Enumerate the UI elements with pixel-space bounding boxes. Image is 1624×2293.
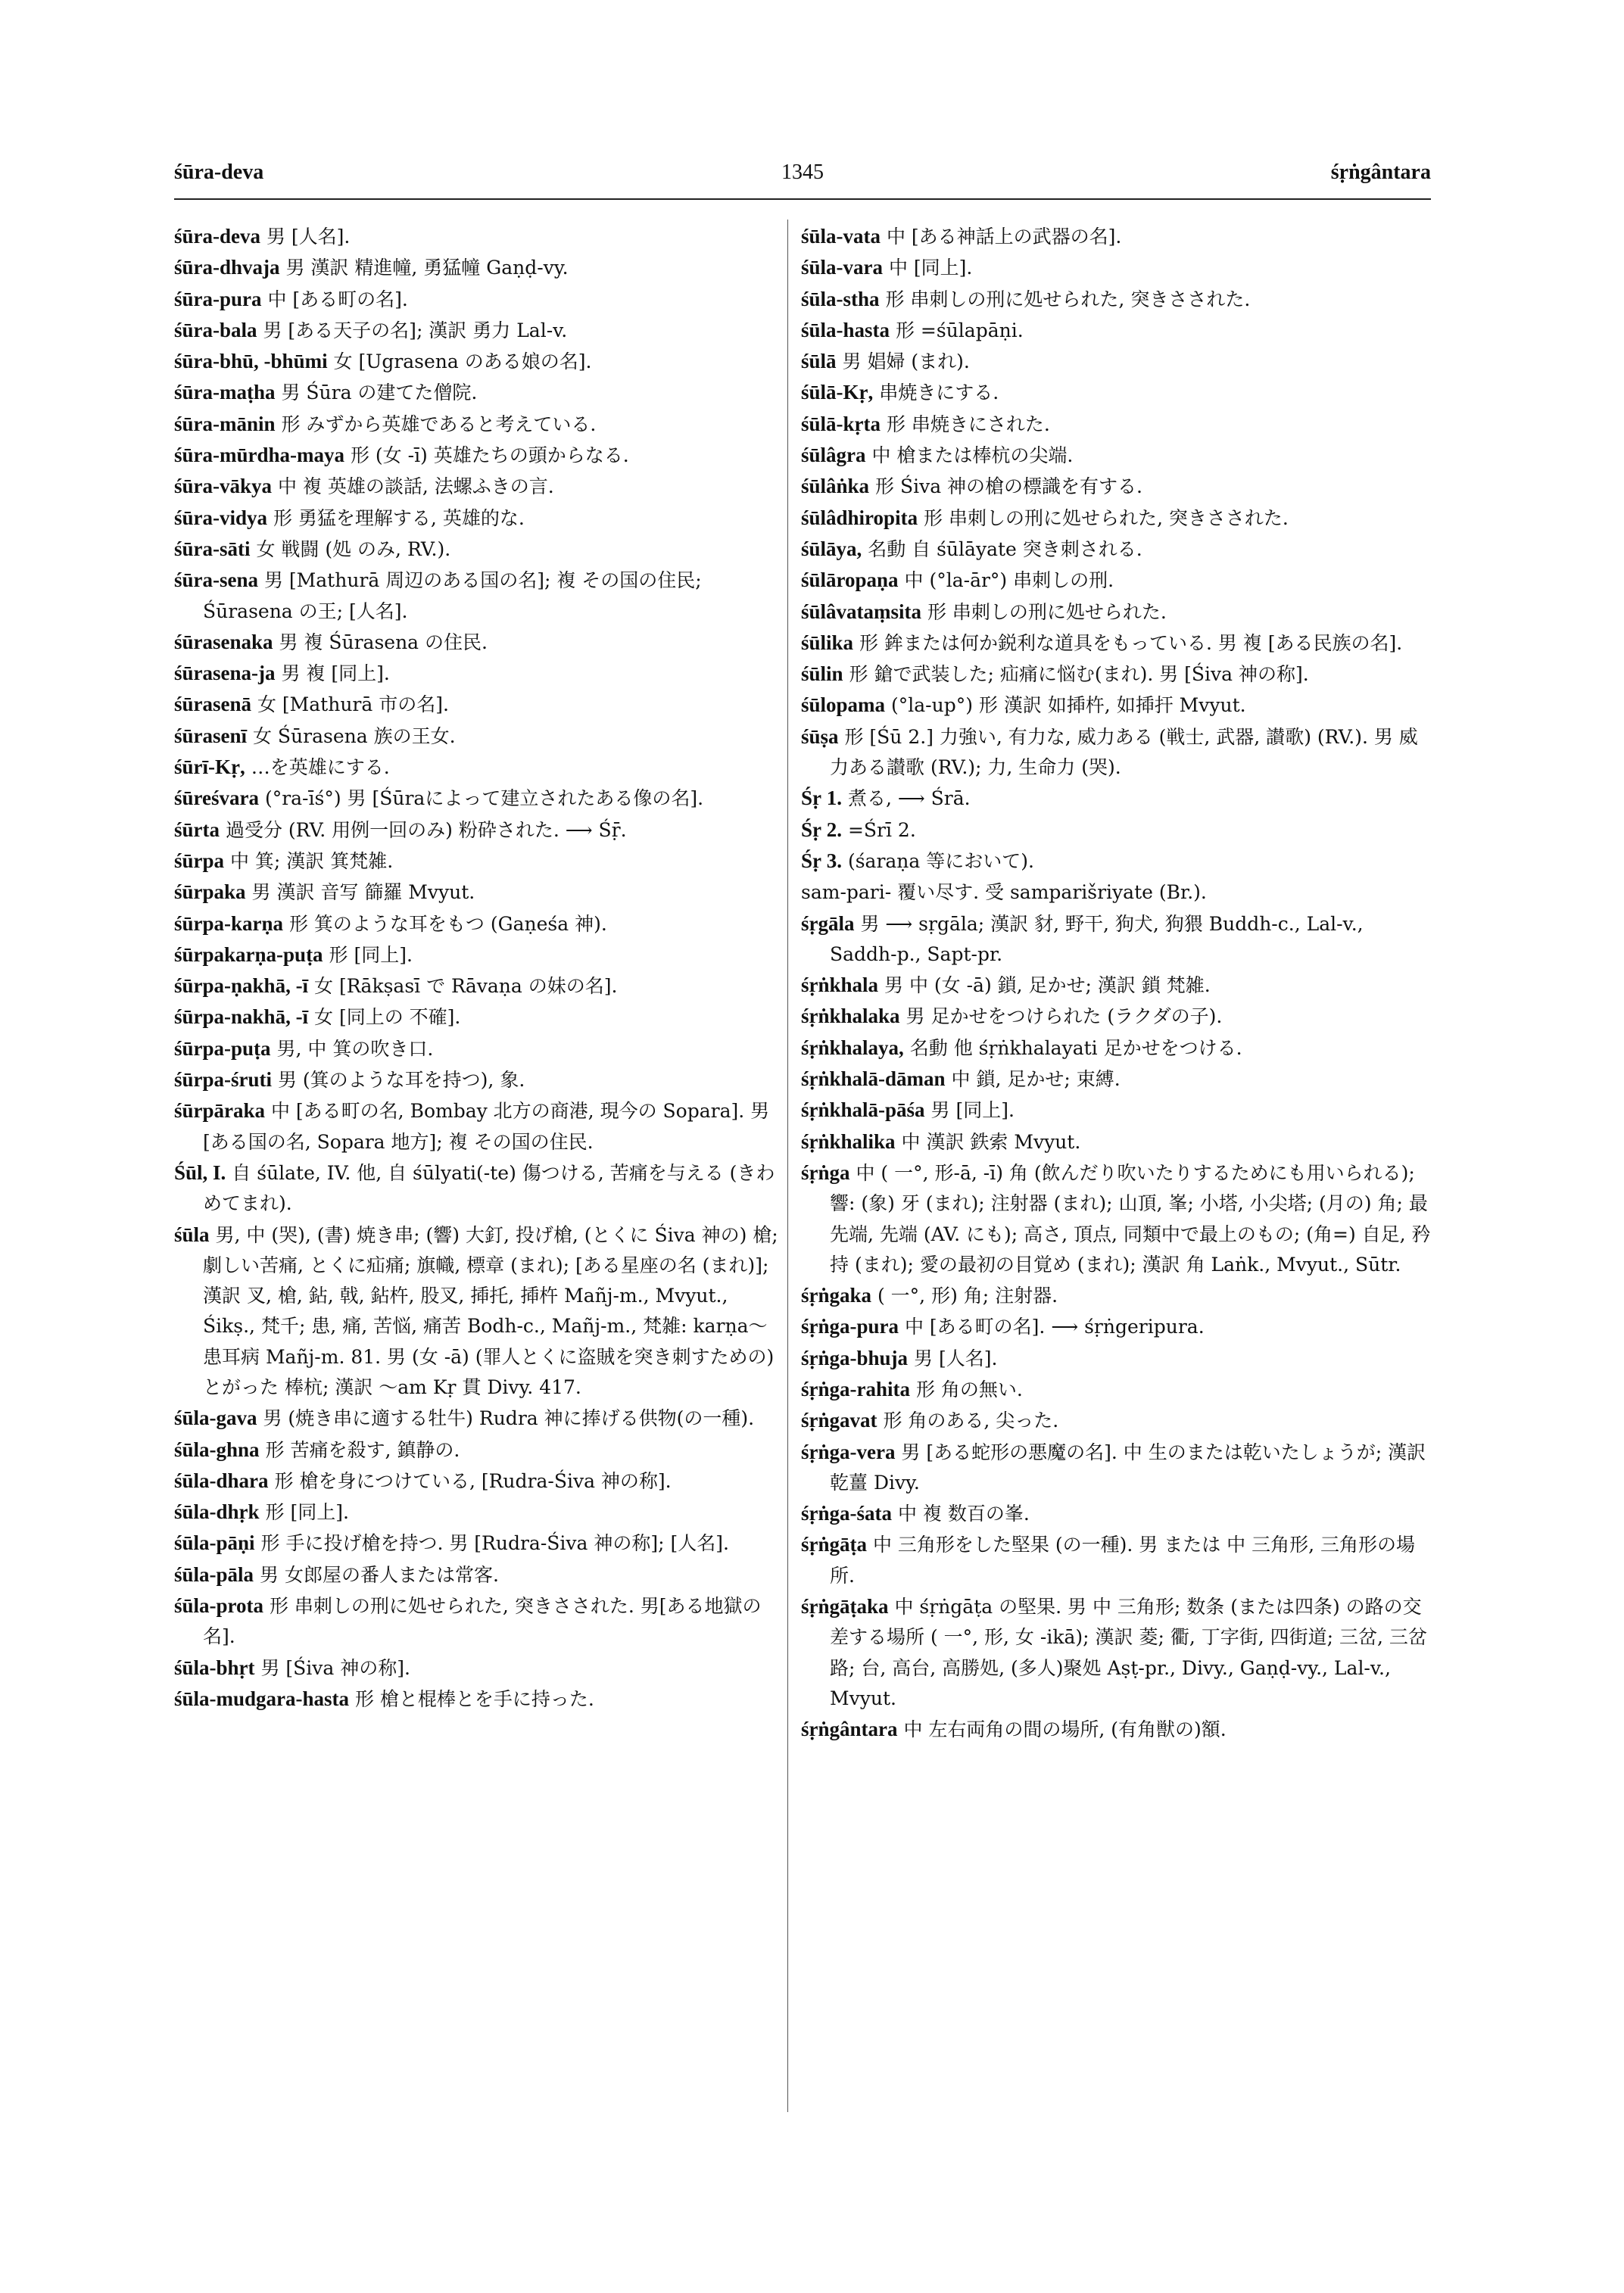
entry-headword: śūlâdhiropita	[801, 506, 918, 529]
dictionary-entry	[174, 284, 780, 315]
entry-headword: śūla-gava	[174, 1407, 257, 1430]
entry-headword: śūlâgra	[801, 444, 866, 467]
entry-definition: 名動 他 śṛṅkhalayati 足かせをつける.	[909, 1036, 1242, 1059]
entry-headword: śūla-pāla	[174, 1562, 254, 1586]
entry-definition: 男 Śūra の建てた僧院.	[281, 382, 478, 404]
entry-headword: śṛṅkhalā-pāśa	[801, 1098, 925, 1122]
entry-headword: śūlā-kṛta	[801, 412, 881, 435]
entry-definition: 中 (°la-ār°) 串刺しの刑.	[904, 569, 1114, 592]
entry-definition: 中 複 数百の峯.	[897, 1503, 1030, 1525]
entry-definition: 形 串刺しの刑に処せられた.	[927, 600, 1167, 623]
dictionary-entry	[174, 815, 780, 846]
dictionary-entry	[174, 752, 780, 783]
entry-definition: 形 手に投げ槍を持つ. 男 [Rudra-Śiva 神の称]; [人名].	[260, 1532, 729, 1555]
entry-definition: 男 [Śiva 神の称].	[260, 1656, 410, 1679]
entry-headword: Śṛ 3.	[801, 849, 842, 872]
entry-definition: 形 箕のような耳をもつ (Gaṇeśa 神).	[288, 912, 607, 935]
dictionary-entry	[801, 284, 1431, 315]
entry-definition: 煮る, ⟶ Śrā.	[847, 787, 971, 810]
entry-definition: 男 ⟶ sṛgāla; 漢訳 豺, 野干, 狗犬, 狗猥 Buddh-c., Lal-v., Saddh-p., Sapt-pr.	[830, 912, 1364, 965]
dictionary-entry	[174, 565, 780, 627]
dictionary-entry	[801, 440, 1431, 471]
dictionary-entry	[174, 1528, 780, 1559]
entry-headword: śṛṅgaka	[801, 1284, 872, 1307]
dictionary-entry	[801, 377, 1431, 408]
entry-headword: śūlin	[801, 662, 843, 686]
entry-definition: …を英雄にする.	[251, 756, 390, 779]
dictionary-entry	[174, 1403, 780, 1434]
entry-headword: śūra-pura	[174, 287, 262, 310]
entry-definition: 男 [人名].	[914, 1347, 998, 1369]
header-right-guide-word: śṛṅgântara	[1330, 160, 1431, 184]
dictionary-entry	[801, 1343, 1431, 1374]
entry-definition: 形 =śūlapāṇi.	[895, 319, 1024, 341]
entry-headword: Śūl, I.	[174, 1161, 226, 1184]
dictionary-entry	[801, 597, 1431, 628]
entry-definition: 形 (女 -ī) 英雄たちの頭からなる.	[350, 444, 629, 467]
dictionary-entry	[801, 659, 1431, 690]
dictionary-entry	[174, 346, 780, 377]
entry-definition: 女 [Ugrasena のある娘の名].	[333, 350, 592, 373]
dictionary-entry	[174, 1466, 780, 1497]
entry-headword: śūrpāraka	[174, 1099, 266, 1123]
entry-headword: śūla-prota	[174, 1594, 264, 1618]
entry-definition: 形 角の無い.	[915, 1378, 1023, 1400]
entry-definition: 形 槍と棍棒とを手に持った.	[354, 1687, 594, 1710]
entry-definition: 串焼きにする.	[879, 382, 999, 404]
dictionary-entry	[801, 1714, 1431, 1745]
entry-definition: 男 女郎屋の番人または常客.	[260, 1563, 499, 1586]
entry-headword: śūlâvataṃsita	[801, 600, 922, 623]
dictionary-entry	[801, 1001, 1431, 1032]
entry-headword: śūra-vidya	[174, 506, 268, 529]
dictionary-entry	[174, 471, 780, 502]
entry-definition: 中 [ある町の名].	[267, 288, 408, 310]
entry-headword: śūlāya,	[801, 537, 862, 560]
entry-headword: śūrpa-karṇa	[174, 911, 284, 935]
entry-definition: 自 śūlate, IV. 他, 自 śūlyati(-te) 傷つける, 苦痛を与える (きわめてまれ).	[203, 1161, 775, 1215]
entry-headword: śūla-vara	[801, 256, 883, 279]
entry-definition: 男 複 Śūrasena の住民.	[279, 631, 488, 653]
dictionary-entry	[174, 1590, 780, 1653]
entry-definition: ( 一°, 形) 角; 注射器.	[877, 1285, 1058, 1307]
entry-headword: śūrpaka	[174, 880, 246, 904]
entry-definition: 男 [同上].	[930, 1099, 1015, 1122]
dictionary-entry	[174, 252, 780, 283]
entry-definition: 名動 自 śūlāyate 突き刺される.	[868, 537, 1142, 560]
entry-headword: śūra-sāti	[174, 537, 251, 560]
dictionary-entry	[174, 939, 780, 970]
dictionary-entry	[801, 346, 1431, 377]
entry-definition: 中 鎖, 足かせ; 束縛.	[951, 1068, 1121, 1091]
dictionary-entry	[801, 1498, 1431, 1529]
entry-headword: śūra-bala	[174, 318, 257, 341]
entry-headword: śūrpa	[174, 849, 225, 872]
entry-headword: śūra-deva	[174, 225, 260, 248]
entry-definition: 中 左右両角の間の場所, (有角獣の)額.	[903, 1718, 1227, 1741]
dictionary-entry	[801, 1529, 1431, 1591]
entry-definition: 中 ( 一°, 形-ā, -ī) 角 (飲んだり吹いたりするためにも用いられる); 響: (象) 牙 (まれ); 注射器 (まれ); 山頂, 峯; 小塔, 小尖塔; (月の) 角; 最先端, 先端 (AV. にも); 高さ, 頂点, 同類中で最上のもの; (角=) 自足, 矜持 (まれ); 愛の最初の目覚め (まれ); 漢訳 角 Laṅk., Mvyut., Sūtr.	[830, 1161, 1431, 1276]
entry-headword: śṛṅgavat	[801, 1409, 877, 1432]
dictionary-entry	[174, 409, 780, 440]
entry-definition: 女 [Rākṣasī で Rāvaṇa の妹の名].	[314, 975, 618, 998]
entry-headword: śūla-vata	[801, 225, 881, 248]
entry-definition: 中 複 英雄の談話, 法螺ふきの言.	[277, 475, 554, 498]
entry-definition: (śaraṇa 等において).	[847, 849, 1034, 872]
dictionary-entry	[801, 1437, 1431, 1499]
dictionary-entry	[174, 970, 780, 1002]
dictionary-entry	[801, 815, 1431, 846]
entry-definition: 形 みずから英雄であると考えている.	[281, 413, 597, 435]
dictionary-entry	[174, 627, 780, 658]
entry-definition: 形 勇猛を理解する, 英雄的な.	[273, 506, 525, 529]
entry-headword: śūra-vākya	[174, 475, 273, 498]
dictionary-entry	[174, 783, 780, 814]
entry-headword: śūra-maṭha	[174, 381, 276, 404]
header-left-guide-word: śūra-deva	[174, 160, 264, 184]
entry-definition: =Śrī 2.	[847, 818, 916, 841]
entry-headword: śūra-mānin	[174, 412, 276, 435]
entry-definition: 形 [同上].	[265, 1501, 349, 1524]
dictionary-entry	[174, 1559, 780, 1590]
entry-headword: śūlā	[801, 350, 837, 373]
dictionary-entry	[174, 1064, 780, 1095]
entry-headword: śūla	[174, 1223, 210, 1246]
entry-definition: 男 (焼き串に適する牡牛) Rudra 神に捧げる供物(の一種).	[263, 1407, 755, 1430]
dictionary-entry	[801, 846, 1431, 877]
entry-headword: śūreśvara	[174, 787, 259, 810]
entry-definition: 形 串刺しの刑に処せられた, 突きさされた. 男[ある地獄の名].	[203, 1595, 762, 1648]
entry-headword: śūrasenī	[174, 724, 248, 747]
entry-definition: 形 鎗で武装した; 疝痛に悩む(まれ). 男 [Śiva 神の称].	[849, 663, 1309, 686]
entry-definition: 男 中 (女 -ā) 鎖, 足かせ; 漢訳 鎖 梵雑.	[884, 974, 1211, 997]
entry-definition: 男, 中 (哭), (書) 焼き串; (響) 大釘, 投げ槍, (とくに Śiva 神の) 槍; 劇しい苦痛, とくに疝痛; 旗幟, 標章 (まれ); [ある星座の名 (まれ)]; 漢訳 叉, 槍, 鉆, 戟, 鉆杵, 股叉, 揷托, 揷杵 Mañj-m., Mvyut., Śikṣ., 梵千; 患, 痛, 苦悩, 痛苦 Bodh-c., Mañj-m., 梵雑: karṇa〜 患耳病 Mañj-m. 81. 男 (女 -ā) (罪人とくに盗賊を突き刺すための) とがった 棒杭; 漢訳 〜am Kṛ 貫 Divy. 417.	[203, 1223, 778, 1398]
entry-definition: 中 śṛṅgāṭa の堅果. 男 中 三角形; 数条 (または四条) の路の交差する場所 ( 一°, 形, 女 -ikā); 漢訳 菱; 衢, 丁字街, 四街道; 三岔, 三岔路; 台, 高台, 高勝処, (多人)聚処 Aṣṭ-pr., Divy., Gaṇḍ-vy., Lal-v., Mvyut.	[830, 1596, 1427, 1709]
entry-headword: śūṣa	[801, 724, 839, 748]
dictionary-entry	[801, 315, 1431, 346]
entry-headword: śṛṅga-rahita	[801, 1377, 910, 1400]
entry-headword: śṛgāla	[801, 911, 855, 935]
entry-definition: 男 (箕のような耳を持つ), 象.	[277, 1069, 525, 1092]
dictionary-entry	[801, 721, 1431, 784]
dictionary-entry	[801, 221, 1431, 252]
entry-headword: śṛṅga	[801, 1161, 850, 1184]
entry-headword: śūrasenaka	[174, 630, 273, 653]
entry-definition: 形 Śiva 神の槍の標識を有する.	[875, 475, 1143, 498]
entry-headword: śūlā-Kṛ,	[801, 381, 874, 404]
dictionary-entry	[174, 1157, 780, 1220]
entry-headword: śūrpa-puṭa	[174, 1036, 271, 1060]
entry-headword: śūla-bhṛt	[174, 1656, 255, 1679]
dictionary-entry	[174, 721, 780, 752]
entry-definition: 男 [人名].	[266, 226, 351, 248]
dictionary-entry	[801, 1311, 1431, 1342]
entry-headword: śṛṅga-pura	[801, 1315, 899, 1338]
dictionary-entry	[174, 534, 780, 565]
entry-definition: 男 [Mathurā 周辺のある国の名]; 複 その国の住民; Śūrasena の王; [人名].	[203, 569, 702, 622]
dictionary-entry	[801, 471, 1431, 502]
page-header	[174, 160, 1431, 191]
dictionary-entry	[801, 690, 1431, 721]
entry-headword: śūla-stha	[801, 287, 880, 310]
entry-definition: 男 [ある天子の名]; 漢訳 勇力 Lal-v.	[263, 319, 568, 341]
entry-definition: 形 鉾または何か鋭利な道具をもっている. 男 複 [ある民族の名].	[859, 631, 1403, 654]
entry-headword: śṛṅgântara	[801, 1718, 898, 1741]
dictionary-entry	[174, 503, 780, 534]
entry-definition: 中 [同上].	[888, 257, 973, 279]
entry-definition: 男 漢訳 精進幢, 勇猛幢 Gaṇḍ-vy.	[285, 257, 569, 279]
entry-headword: śūrpa-nakhā, -ī	[174, 1005, 309, 1029]
dictionary-entry	[801, 1064, 1431, 1095]
dictionary-entry	[801, 908, 1431, 970]
entry-definition: 女 Śūrasena 族の王女.	[252, 724, 456, 747]
dictionary-entry	[174, 1497, 780, 1528]
entry-definition: (°ra-īś°) 男 [Śūraによって建立されたある像の名].	[264, 787, 704, 810]
entry-headword: śūra-bhū, -bhūmi	[174, 350, 328, 373]
entry-definition: sam-pari- 覆い尽す. 受 samparišriyate (Br.).	[801, 881, 1207, 904]
header-rule	[174, 198, 1431, 200]
entry-headword: śṛṅgāṭa	[801, 1533, 867, 1556]
dictionary-entry	[174, 1220, 780, 1404]
entry-headword: śṛṅgāṭaka	[801, 1595, 889, 1618]
entry-headword: śūlāropaṇa	[801, 569, 899, 592]
entry-definition: 女 戦闘 (処 のみ, RV.).	[256, 537, 451, 560]
entry-definition: 形 角のある, 尖った.	[883, 1410, 1059, 1432]
entry-headword: śṛṅkhalika	[801, 1129, 896, 1153]
entry-definition: 女 [Mathurā 市の名].	[257, 693, 449, 716]
dictionary-entry	[174, 1033, 780, 1064]
dictionary-entry	[174, 908, 780, 939]
dictionary-entry	[801, 565, 1431, 596]
entry-headword: śūrasenā	[174, 693, 252, 716]
entry-definition: 形 [同上].	[329, 943, 413, 966]
entry-headword: śūlopama	[801, 693, 886, 717]
dictionary-entry	[174, 1002, 780, 1033]
entry-definition: 中 [ある町の名]. ⟶ śṛṅgeripura.	[904, 1316, 1205, 1338]
dictionary-entry	[174, 658, 780, 689]
dictionary-entry	[801, 1157, 1431, 1280]
entry-definition: 中 漢訳 鉄索 Mvyut.	[901, 1130, 1081, 1153]
entry-definition: 女 [同上の 不確].	[314, 1006, 461, 1029]
dictionary-entry	[174, 1095, 780, 1157]
entry-definition: 中 [ある神話上の武器の名].	[886, 226, 1122, 248]
entry-headword: śūra-mūrdha-maya	[174, 444, 345, 467]
dictionary-entry	[801, 409, 1431, 440]
entry-headword: śūlâṅka	[801, 475, 870, 498]
entry-definition: 形 串焼きにされた.	[886, 413, 1050, 435]
dictionary-entry	[801, 503, 1431, 534]
column-divider	[787, 220, 788, 2112]
entry-headword: śūrta	[174, 818, 220, 841]
entry-headword: śūrasena-ja	[174, 662, 276, 685]
entry-definition: 形 串刺しの刑に処せられた, 突きさされた.	[885, 288, 1251, 310]
entry-definition: 男 複 [同上].	[281, 662, 390, 685]
dictionary-entry	[801, 970, 1431, 1001]
dictionary-entry	[801, 1095, 1431, 1126]
entry-definition: 形 串刺しの刑に処せられた, 突きさされた.	[924, 506, 1289, 529]
dictionary-entry	[801, 1280, 1431, 1311]
dictionary-entry	[801, 1405, 1431, 1436]
dictionary-entry	[174, 377, 780, 408]
entry-headword: śṛṅkhalaka	[801, 1005, 900, 1028]
entry-headword: śūla-hasta	[801, 318, 890, 341]
entry-definition: 形 槍を身につけている, [Rudra-Śiva 神の称].	[274, 1469, 672, 1492]
dictionary-entry	[174, 1684, 780, 1715]
page-number: 1345	[781, 160, 824, 184]
entry-definition: 中 三角形をした堅果 (の一種). 男 または 中 三角形, 三角形の場所.	[830, 1534, 1415, 1587]
dictionary-entry	[174, 440, 780, 471]
dictionary-entry	[174, 221, 780, 252]
dictionary-entry	[174, 1653, 780, 1684]
entry-definition: 過受分 (RV. 用例一回のみ) 粉砕された. ⟶ Śṝ.	[225, 818, 627, 841]
entry-headword: śūla-dhṛk	[174, 1500, 260, 1524]
entry-headword: śṛṅga-vera	[801, 1440, 896, 1463]
entry-headword: śṛṅkhalaya,	[801, 1036, 904, 1059]
entry-headword: śṛṅga-śata	[801, 1502, 892, 1525]
entry-headword: śūlika	[801, 631, 854, 654]
dictionary-entry	[801, 252, 1431, 283]
dictionary-entry	[801, 783, 1431, 814]
entry-headword: śṛṅkhala	[801, 974, 879, 997]
dictionary-entry	[801, 1591, 1431, 1714]
dictionary-entry	[801, 628, 1431, 659]
dictionary-entry	[801, 1126, 1431, 1157]
dictionary-entry	[174, 315, 780, 346]
right-column	[801, 221, 1431, 1746]
entry-headword: śūra-sena	[174, 569, 259, 592]
entry-headword: śūrī-Kṛ,	[174, 756, 245, 779]
entry-headword: śūrpa-ṇakhā, -ī	[174, 974, 309, 998]
entry-headword: śṛṅga-bhuja	[801, 1346, 909, 1369]
entry-definition: 男, 中 箕の吹き口.	[276, 1037, 434, 1060]
entry-headword: śṛṅkhalā-dāman	[801, 1067, 946, 1091]
entry-headword: śūla-mudgara-hasta	[174, 1687, 350, 1710]
entry-definition: 形 苦痛を殺す, 鎮静の.	[265, 1438, 460, 1461]
entry-definition: 男 [ある蛇形の悪魔の名]. 中 生のまたは乾いたしょうが; 漢訳 乾薑 Divy.	[830, 1441, 1426, 1494]
dictionary-entry	[174, 846, 780, 877]
left-column	[174, 221, 780, 1715]
dictionary-entry	[801, 1033, 1431, 1064]
dictionary-entry	[174, 689, 780, 720]
dictionary-entry	[174, 1435, 780, 1466]
entry-headword: śūla-ghna	[174, 1438, 260, 1461]
entry-headword: śūrpakarṇa-puṭa	[174, 942, 323, 966]
entry-definition: 男 娼婦 (まれ).	[842, 350, 970, 373]
dictionary-entry	[174, 877, 780, 908]
entry-definition: 形 [Śū 2.] 力強い, 有力な, 威力ある (戦士, 武器, 讃歌) (RV.). 男 威力ある讃歌 (RV.); 力, 生命力 (哭).	[830, 725, 1418, 779]
entry-definition: 中 [ある町の名, Bombay 北方の商港, 現今の Sopara]. 男 [ある国の名, Sopara 地方]; 複 その国の住民.	[203, 1100, 770, 1153]
entry-definition: 中 槍または棒杭の尖端.	[871, 444, 1074, 467]
dictionary-entry	[801, 534, 1431, 565]
dictionary-entry	[801, 1374, 1431, 1405]
entry-headword: śūla-pāṇi	[174, 1531, 255, 1555]
entry-headword: śūla-dhara	[174, 1469, 269, 1492]
entry-definition: 男 足かせをつけられた (ラクダの子).	[906, 1005, 1223, 1028]
entry-definition: 中 箕; 漢訳 箕梵雑.	[229, 849, 394, 872]
entry-definition: (°la-up°) 形 漢訳 如揷杵, 如揷扞 Mvyut.	[891, 694, 1246, 717]
entry-headword: śūrpa-śruti	[174, 1068, 273, 1092]
entry-headword: śūra-dhvaja	[174, 256, 280, 279]
dictionary-entry	[801, 877, 1431, 908]
entry-headword: Śṛ 2.	[801, 818, 842, 841]
entry-definition: 男 漢訳 音写 篩羅 Mvyut.	[251, 881, 475, 904]
entry-headword: Śṛ 1.	[801, 787, 842, 810]
